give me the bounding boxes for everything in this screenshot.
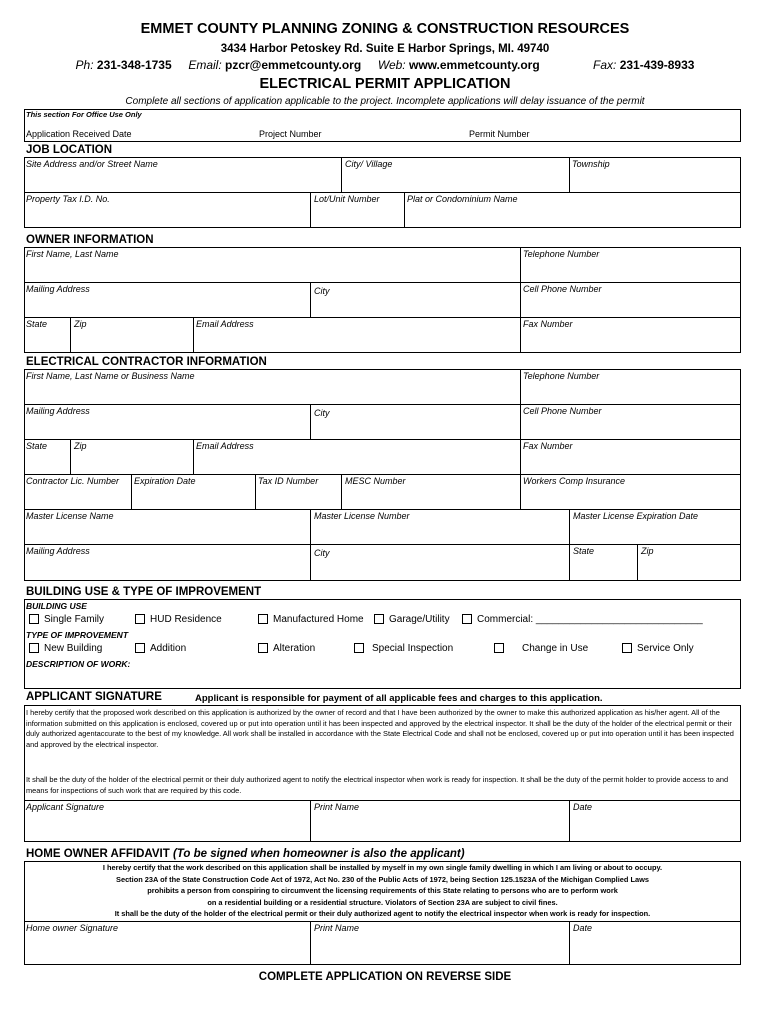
affidavit-line: prohibits a person from conspiring to circumvent the licensing requirements of this State relating to persons who are to perform work <box>147 886 618 896</box>
contractor-state-field[interactable] <box>26 452 68 472</box>
contractor-fax-field[interactable] <box>523 452 738 472</box>
divider <box>24 282 741 283</box>
mesc-number-field[interactable] <box>344 487 518 507</box>
contractor-telephone-label: Telephone Number <box>523 371 600 381</box>
applicant-signature-field[interactable] <box>26 813 308 840</box>
owner-city-field[interactable] <box>313 297 518 315</box>
applicant-fees-note: Applicant is responsible for payment of all applicable fees and charges to this application. <box>195 693 603 704</box>
property-tax-field[interactable] <box>26 205 308 226</box>
lot-unit-label: Lot/Unit Number <box>314 194 380 204</box>
service-only-checkbox[interactable] <box>622 643 632 653</box>
homeowner-date-label: Date <box>573 923 593 933</box>
job-city-field[interactable] <box>344 170 566 190</box>
owner-fax-label: Fax Number <box>523 319 573 329</box>
manufactured-home-label: Manufactured Home <box>273 614 364 625</box>
site-address-label: Site Address and/or Street Name <box>26 159 158 169</box>
fax-label: Fax: <box>593 58 617 72</box>
affidavit-line: Section 23A of the State Construction Code Act of 1972, Act No. 230 of the Public Acts of 1972, being Section 125.1523A of the Michigan Complied Laws <box>116 874 649 884</box>
master-mailing-field[interactable] <box>26 557 308 579</box>
commercial-checkbox[interactable] <box>462 614 472 624</box>
contractor-fax-label: Fax Number <box>523 441 573 451</box>
master-license-name-label: Master License Name <box>26 511 114 521</box>
township-field[interactable] <box>572 170 738 190</box>
plat-condo-field[interactable] <box>407 205 738 226</box>
master-license-expiration-label: Master License Expiration Date <box>573 511 699 521</box>
form-title: ELECTRICAL PERMIT APPLICATION <box>259 76 511 92</box>
tax-id-label: Tax ID Number <box>258 476 319 486</box>
contractor-name-label: First Name, Last Name or Business Name <box>26 371 195 381</box>
divider <box>569 800 570 842</box>
contractor-mailing-label: Mailing Address <box>26 406 90 416</box>
job-location-heading: JOB LOCATION <box>26 144 113 156</box>
contractor-license-field[interactable] <box>26 487 129 507</box>
job-city-label: City/ Village <box>345 159 393 169</box>
fax-number: 231-439-8933 <box>619 58 695 72</box>
master-state-label: State <box>573 546 595 556</box>
web-address[interactable]: www.emmetcounty.org <box>408 58 540 72</box>
change-in-use-label: Change in Use <box>522 643 589 654</box>
divider <box>24 921 741 922</box>
divider <box>404 192 405 228</box>
owner-info-heading: OWNER INFORMATION <box>26 234 154 246</box>
plat-condo-label: Plat or Condominium Name <box>407 194 518 204</box>
hud-residence-checkbox[interactable] <box>135 614 145 624</box>
garage-utility-label: Garage/Utility <box>389 614 450 625</box>
alteration-checkbox[interactable] <box>258 643 268 653</box>
homeowner-affidavit-title: HOME OWNER AFFIDAVIT <box>26 848 170 860</box>
homeowner-affidavit-text <box>26 862 739 920</box>
contractor-cell-field[interactable] <box>523 417 738 437</box>
divider <box>24 317 741 318</box>
agency-address: 3434 Harbor Petoskey Rd. Suite E Harbor Springs, MI. 49740 <box>220 43 550 55</box>
master-license-name-field[interactable] <box>26 522 308 542</box>
owner-city-label: City <box>314 286 330 296</box>
master-license-number-label: Master License Number <box>314 511 410 521</box>
divider <box>24 544 741 545</box>
special-inspection-label: Special Inspection <box>372 643 454 654</box>
divider <box>70 317 71 353</box>
email-label: Email: <box>188 58 222 72</box>
homeowner-print-name-label: Print Name <box>314 923 360 933</box>
divider <box>193 317 194 353</box>
lot-unit-field[interactable] <box>313 205 402 226</box>
applicant-signature-heading: APPLICANT SIGNATURE <box>26 691 162 703</box>
contractor-info-heading: ELECTRICAL CONTRACTOR INFORMATION <box>26 356 267 368</box>
contact-line <box>0 58 770 72</box>
office-use-note: This section For Office Use Only <box>26 110 142 119</box>
form-instructions: Complete all sections of application applicable to the project. Incomplete applications will delay issuance of the permit <box>125 96 645 107</box>
divider <box>569 509 570 581</box>
owner-name-field[interactable] <box>26 260 518 280</box>
contractor-email-label: Email Address <box>196 441 254 451</box>
divider <box>310 800 311 842</box>
new-building-checkbox[interactable] <box>29 643 39 653</box>
contractor-zip-label: Zip <box>74 441 87 451</box>
homeowner-date-field[interactable] <box>572 934 738 963</box>
contractor-city-label: City <box>314 408 330 418</box>
contractor-cell-label: Cell Phone Number <box>523 406 602 416</box>
contractor-telephone-field[interactable] <box>523 382 738 402</box>
divider <box>341 157 342 192</box>
homeowner-affidavit-heading <box>26 848 465 860</box>
divider <box>24 439 741 440</box>
change-in-use-checkbox[interactable] <box>494 643 504 653</box>
homeowner-signature-field[interactable] <box>26 934 308 963</box>
single-family-checkbox[interactable] <box>29 614 39 624</box>
master-zip-field[interactable] <box>640 557 738 579</box>
owner-state-field[interactable] <box>26 330 68 351</box>
owner-telephone-label: Telephone Number <box>523 249 600 259</box>
description-of-work-label: DESCRIPTION OF WORK: <box>26 659 131 669</box>
addition-label: Addition <box>150 643 187 654</box>
divider <box>310 509 311 581</box>
special-inspection-checkbox[interactable] <box>354 643 364 653</box>
owner-zip-label: Zip <box>74 319 87 329</box>
commercial-label: Commercial: ______________________________ <box>477 614 703 625</box>
divider <box>569 921 570 965</box>
owner-zip-field[interactable] <box>73 330 191 351</box>
master-state-field[interactable] <box>572 557 635 579</box>
applicant-inspection-text: It shall be the duty of the holder of the electrical permit or their duly authorized agent to notify the electrical inspector when work is ready for inspection. It shall be the duty of the permit holder to provide access to and means for inspections of such work that are required by this code. <box>26 775 729 795</box>
homeowner-signature-label: Home owner Signature <box>26 923 119 933</box>
applicant-certification-text: I hereby certify that the proposed work described on this application is authorized by the owner of record and that I have been authorized by the owner to make this authorized application as his/her agent. All of the information submitted on this application is enclosed, covered up or put into operation until it has been inspected and approved by the electrical inspector. It shall be the duty of the holder of the electrical permit or their duly authorized agentaccurate to the best of my knowledge. All work shall be installed in accordance with the State Electrical Code and shall not be enclosed, covered up or put into operation until it has been inspected and approved by the electrical inspector. <box>26 708 734 749</box>
property-tax-label: Property Tax I.D. No. <box>26 194 110 204</box>
applicant-date-label: Date <box>573 802 593 812</box>
master-license-number-field[interactable] <box>313 522 567 542</box>
contractor-name-field[interactable] <box>26 382 518 402</box>
contractor-state-label: State <box>26 441 48 451</box>
web-label: Web: <box>377 58 406 72</box>
workers-comp-label: Workers Comp Insurance <box>523 476 626 486</box>
application-received-label: Application Received Date <box>26 129 132 139</box>
building-use-label: BUILDING USE <box>26 601 87 611</box>
contractor-email-field[interactable] <box>196 452 518 472</box>
divider <box>341 474 342 509</box>
single-family-label: Single Family <box>44 614 105 625</box>
owner-email-field[interactable] <box>196 330 518 351</box>
divider <box>70 439 71 474</box>
service-only-label: Service Only <box>637 643 694 654</box>
divider <box>520 247 521 353</box>
contractor-license-label: Contractor Lic. Number <box>26 476 120 486</box>
manufactured-home-checkbox[interactable] <box>258 614 268 624</box>
affidavit-line: I hereby certify that the work described on this application shall be installed by myself in my own single family dwelling in which I am living or about to occupy. <box>102 863 663 872</box>
phone-label: Ph: <box>75 58 94 72</box>
applicant-date-field[interactable] <box>572 813 738 840</box>
contractor-mailing-field[interactable] <box>26 417 308 437</box>
project-number-label: Project Number <box>259 129 322 139</box>
owner-cell-field[interactable] <box>523 295 738 315</box>
applicant-print-name-label: Print Name <box>314 802 360 812</box>
owner-mailing-field[interactable] <box>26 295 308 315</box>
divider <box>520 369 521 509</box>
phone-number: 231-348-1735 <box>96 58 172 72</box>
mesc-number-label: MESC Number <box>345 476 406 486</box>
license-expiration-field[interactable] <box>134 487 253 507</box>
master-city-label: City <box>314 548 330 558</box>
reverse-side-note: COMPLETE APPLICATION ON REVERSE SIDE <box>258 971 512 983</box>
contractor-zip-field[interactable] <box>73 452 191 472</box>
owner-cell-label: Cell Phone Number <box>523 284 602 294</box>
type-of-improvement-label: TYPE OF IMPROVEMENT <box>26 630 129 640</box>
owner-fax-field[interactable] <box>523 330 738 351</box>
agency-title: EMMET COUNTY PLANNING ZONING & CONSTRUCTION RESOURCES <box>140 21 630 37</box>
permit-number-label: Permit Number <box>469 129 530 139</box>
divider <box>24 800 741 801</box>
divider <box>310 282 311 317</box>
divider <box>637 544 638 581</box>
license-expiration-label: Expiration Date <box>134 476 196 486</box>
divider <box>131 474 132 509</box>
divider <box>310 921 311 965</box>
homeowner-affidavit-note: (To be signed when homeowner is also the applicant) <box>172 848 465 860</box>
master-license-expiration-field[interactable] <box>572 522 738 542</box>
owner-telephone-field[interactable] <box>523 260 738 280</box>
site-address-field[interactable] <box>26 170 338 190</box>
tax-id-field[interactable] <box>258 487 339 507</box>
owner-email-label: Email Address <box>196 319 254 329</box>
master-zip-label: Zip <box>641 546 654 556</box>
master-mailing-label: Mailing Address <box>26 546 90 556</box>
homeowner-print-name-field[interactable] <box>313 934 567 963</box>
email-address[interactable]: pzcr@emmetcounty.org <box>225 58 362 72</box>
garage-utility-checkbox[interactable] <box>374 614 384 624</box>
applicant-print-name-field[interactable] <box>313 813 567 840</box>
new-building-label: New Building <box>44 643 103 654</box>
divider <box>255 474 256 509</box>
divider <box>193 439 194 474</box>
divider <box>310 192 311 228</box>
owner-mailing-label: Mailing Address <box>26 284 90 294</box>
divider <box>569 157 570 192</box>
applicant-signature-label: Applicant Signature <box>26 802 105 812</box>
description-of-work-field[interactable] <box>128 657 738 687</box>
affidavit-line: on a residential building or a residential structure. Violators of Section 23A are subject to civil fines. <box>207 897 558 907</box>
owner-state-label: State <box>26 319 48 329</box>
master-city-field[interactable] <box>313 559 567 579</box>
divider <box>24 509 741 510</box>
affidavit-line: It shall be the duty of the holder of the electrical permit or their duly authorized agent to notify the electrical inspector when work is ready for inspection. <box>114 909 651 919</box>
divider <box>24 192 741 193</box>
workers-comp-field[interactable] <box>523 487 738 507</box>
contractor-city-field[interactable] <box>313 419 518 437</box>
owner-name-label: First Name, Last Name <box>26 249 119 259</box>
hud-residence-label: HUD Residence <box>150 614 222 625</box>
divider <box>310 404 311 439</box>
building-use-heading: BUILDING USE & TYPE OF IMPROVEMENT <box>26 586 262 598</box>
addition-checkbox[interactable] <box>135 643 145 653</box>
township-label: Township <box>572 159 610 169</box>
divider <box>24 404 741 405</box>
alteration-label: Alteration <box>273 643 316 654</box>
